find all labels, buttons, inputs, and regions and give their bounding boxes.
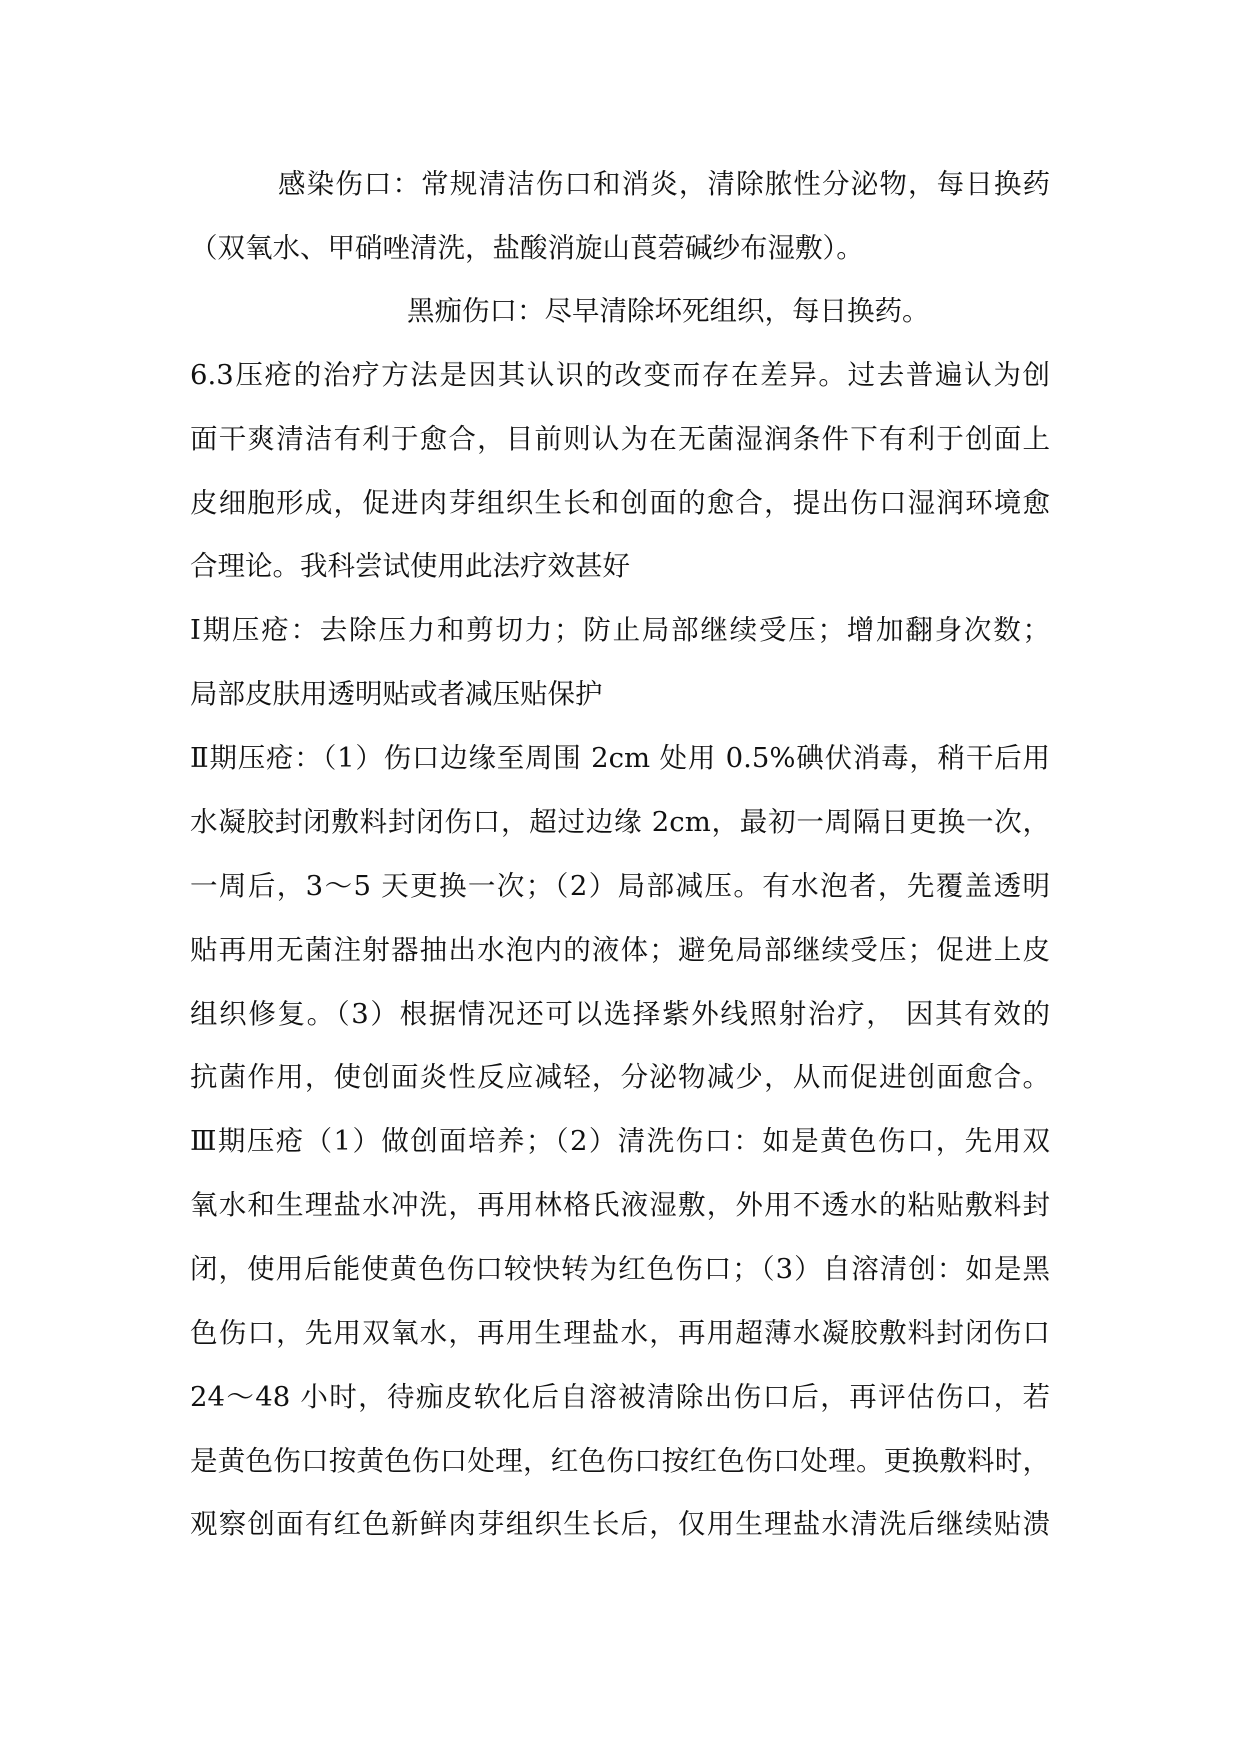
- text-line: 局部皮肤用透明贴或者减压贴保护: [190, 678, 603, 710]
- text-line: 氧水和生理盐水冲洗，再用林格氏液湿敷，外用不透水的粘贴敷料封: [190, 1189, 1050, 1221]
- text-line-section-6-3: 6.3压疮的治疗方法是因其认识的改变而存在差异。过去普遍认为创: [190, 359, 1050, 391]
- text-line-stage-2: Ⅱ期压疮：（1）伤口边缘至周围 2cm 处用 0.5%碘伏消毒，稍干后用: [190, 742, 1050, 774]
- text-line: 面干爽清洁有利于愈合，目前则认为在无菌湿润条件下有利于创面上: [190, 423, 1050, 455]
- text-line-infected-wound-detail: （双氧水、甲硝唑清洗，盐酸消旋山莨菪碱纱布湿敷）。: [190, 232, 864, 264]
- text-line: 色伤口，先用双氧水，再用生理盐水，再用超薄水凝胶敷料封闭伤口: [190, 1317, 1050, 1349]
- text-line: 皮细胞形成，促进肉芽组织生长和创面的愈合，提出伤口湿润环境愈: [190, 487, 1050, 519]
- text-line-stage-1: Ⅰ期压疮：去除压力和剪切力；防止局部继续受压；增加翻身次数；: [190, 614, 1050, 646]
- text-line-eschar-wound: 黑痂伤口：尽早清除坏死组织，每日换药。: [407, 295, 930, 327]
- text-line: 贴再用无菌注射器抽出水泡内的液体；避免局部继续受压；促进上皮: [190, 934, 1050, 966]
- text-line: 一周后，3～5 天更换一次；（2）局部减压。有水泡者，先覆盖透明: [190, 870, 1050, 902]
- text-line: 是黄色伤口按黄色伤口处理，红色伤口按红色伤口处理。更换敷料时，: [190, 1445, 1050, 1477]
- text-line: 合理论。我科尝试使用此法疗效甚好: [190, 550, 630, 582]
- text-line: 抗菌作用，使创面炎性反应减轻，分泌物减少，从而促进创面愈合。: [190, 1061, 1050, 1093]
- text-line-stage-3: Ⅲ期压疮（1）做创面培养；（2）清洗伤口：如是黄色伤口，先用双: [190, 1125, 1050, 1157]
- text-line: 水凝胶封闭敷料封闭伤口，超过边缘 2cm，最初一周隔日更换一次，: [190, 806, 1050, 838]
- text-line: 闭，使用后能使黄色伤口较快转为红色伤口；（3）自溶清创：如是黑: [190, 1253, 1050, 1285]
- text-line: 24～48 小时，待痂皮软化后自溶被清除出伤口后，再评估伤口，若: [190, 1381, 1050, 1413]
- text-line: 观察创面有红色新鲜肉芽组织生长后，仅用生理盐水清洗后继续贴溃: [190, 1508, 1050, 1540]
- text-line: 组织修复。（3）根据情况还可以选择紫外线照射治疗， 因其有效的: [190, 998, 1050, 1030]
- text-line-infected-wound: 感染伤口：常规清洁伤口和消炎，清除脓性分泌物，每日换药: [278, 168, 1050, 200]
